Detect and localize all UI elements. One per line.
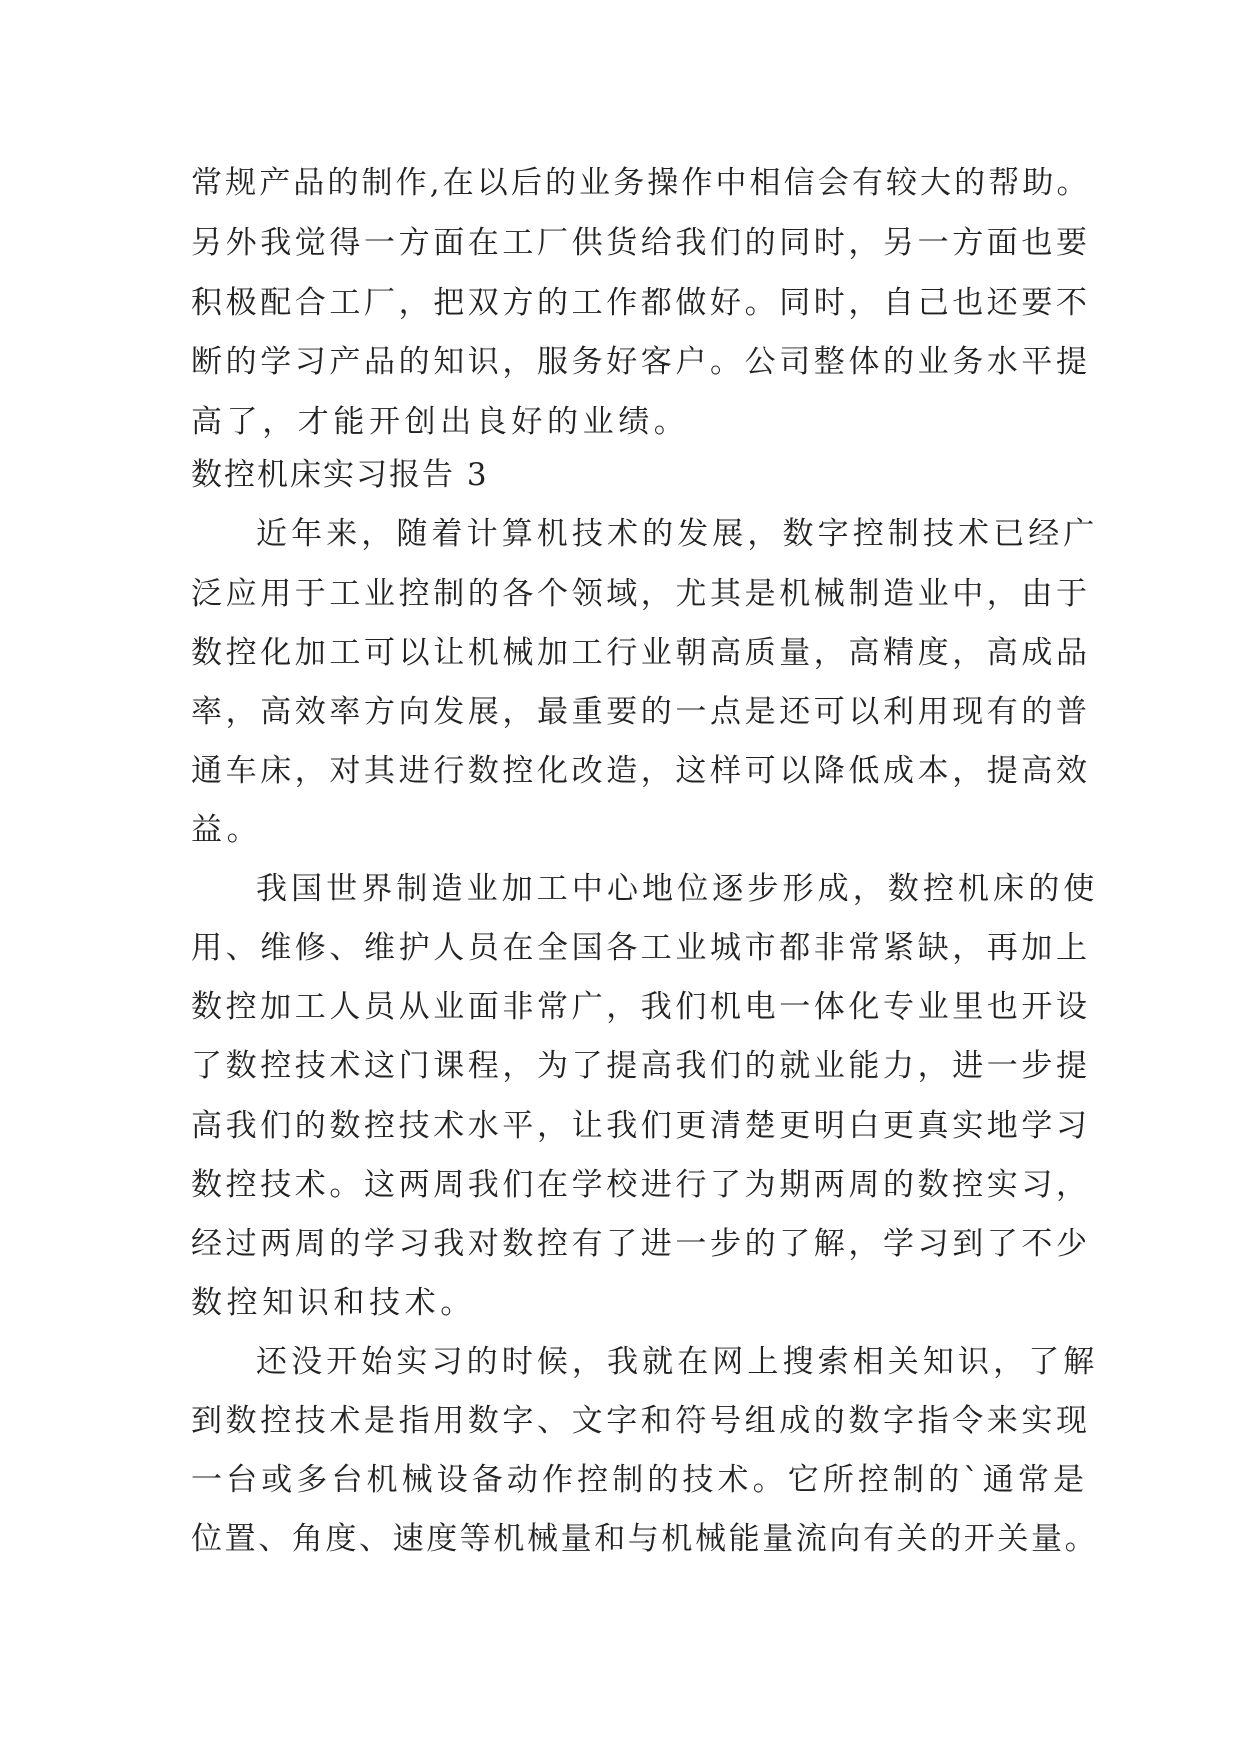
text-line: 一台或多台机械设备动作控制的技术。它所控制的`通常是: [191, 1462, 1089, 1498]
text-line: 经过两周的学习我对数控有了进一步的了解，学习到了不少: [191, 1226, 1091, 1262]
section-heading: 数控机床实习报告 3: [191, 457, 489, 493]
text-line: 数控技术。这两周我们在学校进行了为期两周的数控实习，: [191, 1167, 1091, 1203]
text-line: 数控加工人员从业面非常广，我们机电一体化专业里也开设: [191, 989, 1091, 1025]
text-line: 还没开始实习的时候，我就在网上搜索相关知识，了解: [256, 1344, 1099, 1380]
text-line: 率，高效率方向发展，最重要的一点是还可以利用现有的普: [191, 694, 1091, 730]
text-line: 另外我觉得一方面在工厂供货给我们的同时，另一方面也要: [191, 225, 1091, 261]
text-line: 常规产品的制作,在以后的业务操作中相信会有较大的帮助。: [191, 165, 1091, 201]
text-line: 位置、角度、速度等机械量和与机械能量流向有关的开关量。: [191, 1521, 1099, 1557]
text-line: 高了，才能开创出良好的业绩。: [191, 404, 690, 440]
text-line: 了数控技术这门课程，为了提高我们的就业能力，进一步提: [191, 1048, 1091, 1084]
text-line: 我国世界制造业加工中心地位逐步形成，数控机床的使: [256, 871, 1099, 907]
text-line: 近年来，随着计算机技术的发展，数字控制技术已经广: [256, 516, 1099, 552]
text-line: 积极配合工厂，把双方的工作都做好。同时，自己也还要不: [191, 285, 1091, 321]
text-line: 数控化加工可以让机械加工行业朝高质量，高精度，高成品: [191, 635, 1091, 671]
text-line: 数控知识和技术。: [191, 1285, 476, 1321]
text-line: 高我们的数控技术水平，让我们更清楚更明白更真实地学习: [191, 1108, 1091, 1144]
text-line: 到数控技术是指用数字、文字和符号组成的数字指令来实现: [191, 1403, 1091, 1439]
text-line: 益。: [191, 812, 263, 848]
text-line: 用、维修、维护人员在全国各工业城市都非常紧缺，再加上: [191, 930, 1091, 966]
text-line: 泛应用于工业控制的各个领域，尤其是机械制造业中，由于: [191, 576, 1091, 612]
text-line: 断的学习产品的知识，服务好客户。公司整体的业务水平提: [191, 344, 1091, 380]
text-line: 通车床，对其进行数控化改造，这样可以降低成本，提高效: [191, 753, 1091, 789]
